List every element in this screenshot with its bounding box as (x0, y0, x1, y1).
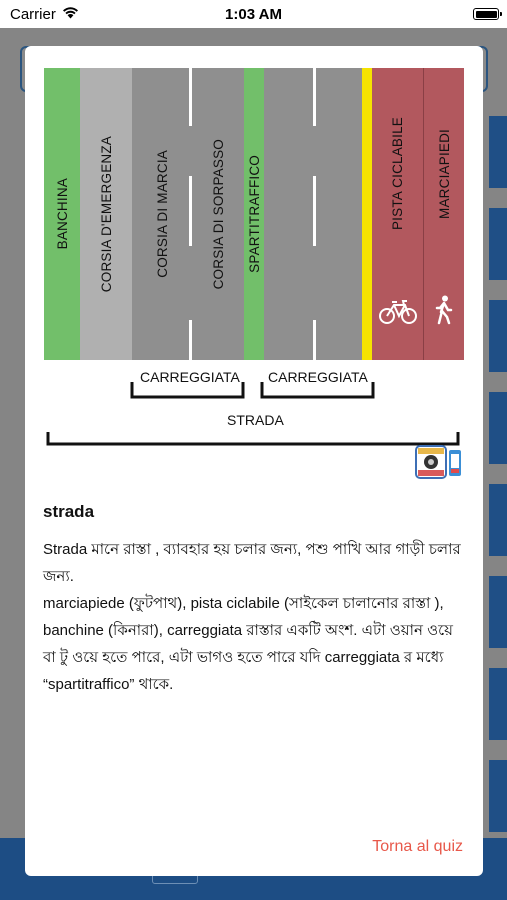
lane-corsia-marcia-label: CORSIA DI MARCIA (154, 150, 170, 278)
lane-pista-ciclabile-label: PISTA CICLABILE (390, 117, 405, 231)
carrier-label: Carrier (10, 5, 56, 23)
definition-paragraph: marciapiede (ফুটপাথ), pista ciclabile (সাইকেল চালানোর রাস্তা ), banchine (কিনারা), carreggiata রাস্তার একটি অংশ. এটা ওয়ান ওয়ে বা টু ওয়ে হতে পারে, এটা ভাগও হতে পারে যদি carreggiata র মধ্যে “spartitraffico” থাকে. (43, 595, 453, 693)
lane-corsia-marcia (132, 68, 192, 360)
lane-corsia-emergenza-label: CORSIA D'EMERGENZA (98, 135, 114, 293)
lane-marciapiedi-label: MARCIAPIEDI (436, 129, 452, 219)
lane-spartitraffico-label: SPARTITRAFFICO (246, 155, 262, 273)
status-time: 1:03 AM (225, 5, 282, 23)
definition-content (43, 502, 467, 698)
carreggiata-right-label: CARREGGIATA (268, 369, 368, 385)
pedestrian-icon (434, 295, 454, 330)
background-list-item (489, 576, 507, 648)
status-bar (0, 0, 507, 28)
definition-paragraph: Strada মানে রাস্তা , ব্যাবহার হয় চলার জন্য, পশু পাখি আর গাড়ী চলার জন্য. (43, 541, 461, 585)
background-list-item (489, 208, 507, 280)
bicycle-icon (378, 299, 418, 330)
app-logo-icon (415, 444, 463, 480)
definition-body (43, 536, 467, 698)
lane-carreggiata-right-2 (316, 68, 362, 360)
background-list-item (489, 760, 507, 832)
status-left (10, 6, 79, 23)
lane-banchina-label: BANCHINA (54, 178, 70, 250)
background-list-item (489, 300, 507, 372)
lane-yellow-line (362, 68, 372, 360)
lane-corsia-emergenza (80, 68, 132, 360)
background-list-item (489, 392, 507, 464)
strada-label: STRADA (227, 412, 284, 428)
lane-pista-ciclabile (372, 68, 424, 360)
road-diagram (44, 68, 464, 360)
definition-modal (25, 46, 483, 876)
definition-title: strada (43, 502, 95, 521)
back-to-quiz-button[interactable]: Torna al quiz (372, 838, 463, 855)
battery-fill (476, 11, 497, 18)
background-list-item (489, 668, 507, 740)
lane-spartitraffico (244, 68, 264, 360)
lane-carreggiata-right-1 (264, 68, 316, 360)
wifi-icon (62, 6, 79, 23)
lane-corsia-sorpasso-label: CORSIA DI SORPASSO (210, 138, 226, 290)
lane-corsia-sorpasso (192, 68, 244, 360)
background-list-item (489, 116, 507, 188)
lane-banchina (44, 68, 80, 360)
background-list-item (489, 484, 507, 556)
battery-icon (473, 8, 499, 20)
carreggiata-left-label: CARREGGIATA (140, 369, 240, 385)
lane-marciapiedi (424, 68, 464, 360)
